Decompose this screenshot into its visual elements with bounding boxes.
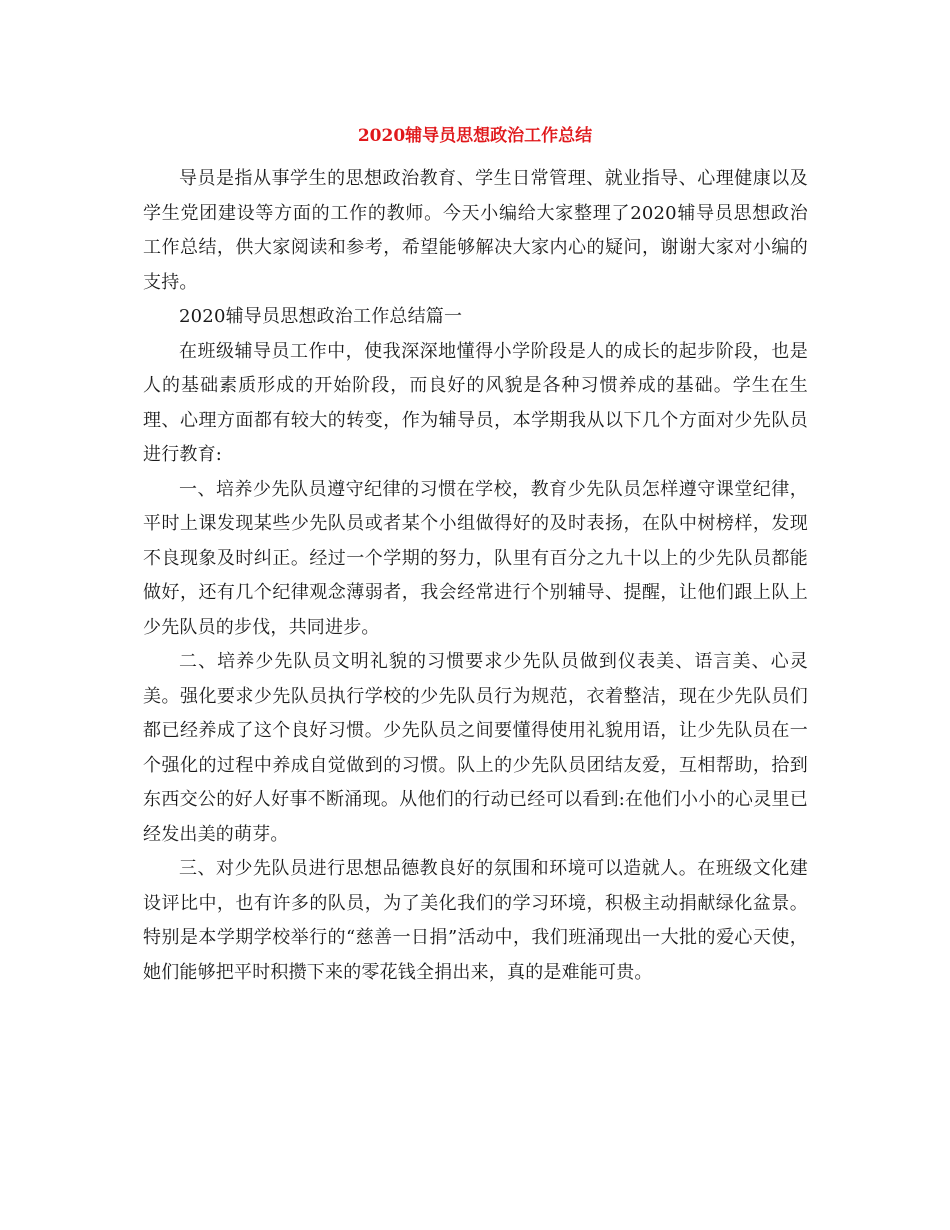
body-paragraph-moral-education: 三、对少先队员进行思想品德教良好的氛围和环境可以造就人。在班级文化建设评比中，也有许多的队员，为了美化我们的学习环境，积极主动捐献绿化盆景。特别是本学期学校举行的“慈善一日捐”活动中，我们班涌现出一大批的爱心天使，她们能够把平时积攒下来的零花钱全捐出来，真的是难能可贵。 bbox=[143, 858, 808, 983]
body-paragraph-discipline: 一、培养少先队员遵守纪律的习惯在学校，教育少先队员怎样遵守课堂纪律，平时上课发现某些少先队员或者某个小组做得好的及时表扬，在队中树榜样，发现不良现象及时纠正。经过一个学期的努力，队里有百分之九十以上的少先队员都能做好，还有几个纪律观念薄弱者，我会经常进行个别辅导、提醒，让他们跟上队上少先队员的步伐，共同进步。 bbox=[143, 478, 808, 638]
document-body bbox=[143, 162, 808, 990]
body-paragraph-overview: 在班级辅导员工作中，使我深深地懂得小学阶段是人的成长的起步阶段，也是人的基础素质形成的开始阶段，而良好的风貌是各种习惯养成的基础。学生在生理、心理方面都有较大的转变，作为辅导员，本学期我从以下几个方面对少先队员进行教育: bbox=[143, 340, 808, 465]
intro-paragraph: 导员是指从事学生的思想政治教育、学生日常管理、就业指导、心理健康以及学生党团建设等方面的工作的教师。今天小编给大家整理了2020辅导员思想政治工作总结，供大家阅读和参考，希望能够解决大家内心的疑问，谢谢大家对小编的支持。 bbox=[143, 168, 808, 293]
document-title: 2020辅导员思想政治工作总结 bbox=[357, 126, 593, 146]
body-paragraph-manners: 二、培养少先队员文明礼貌的习惯要求少先队员做到仪表美、语言美、心灵美。强化要求少先队员执行学校的少先队员行为规范，衣着整洁，现在少先队员们都已经养成了这个良好习惯。少先队员之间要懂得使用礼貌用语，让少先队员在一个强化的过程中养成自觉做到的习惯。队上的少先队员团结友爱，互相帮助，拾到东西交公的好人好事不断涌现。从他们的行动已经可以看到:在他们小小的心灵里已经发出美的萌芽。 bbox=[143, 651, 808, 845]
section-heading: 2020辅导员思想政治工作总结篇一 bbox=[179, 306, 463, 327]
